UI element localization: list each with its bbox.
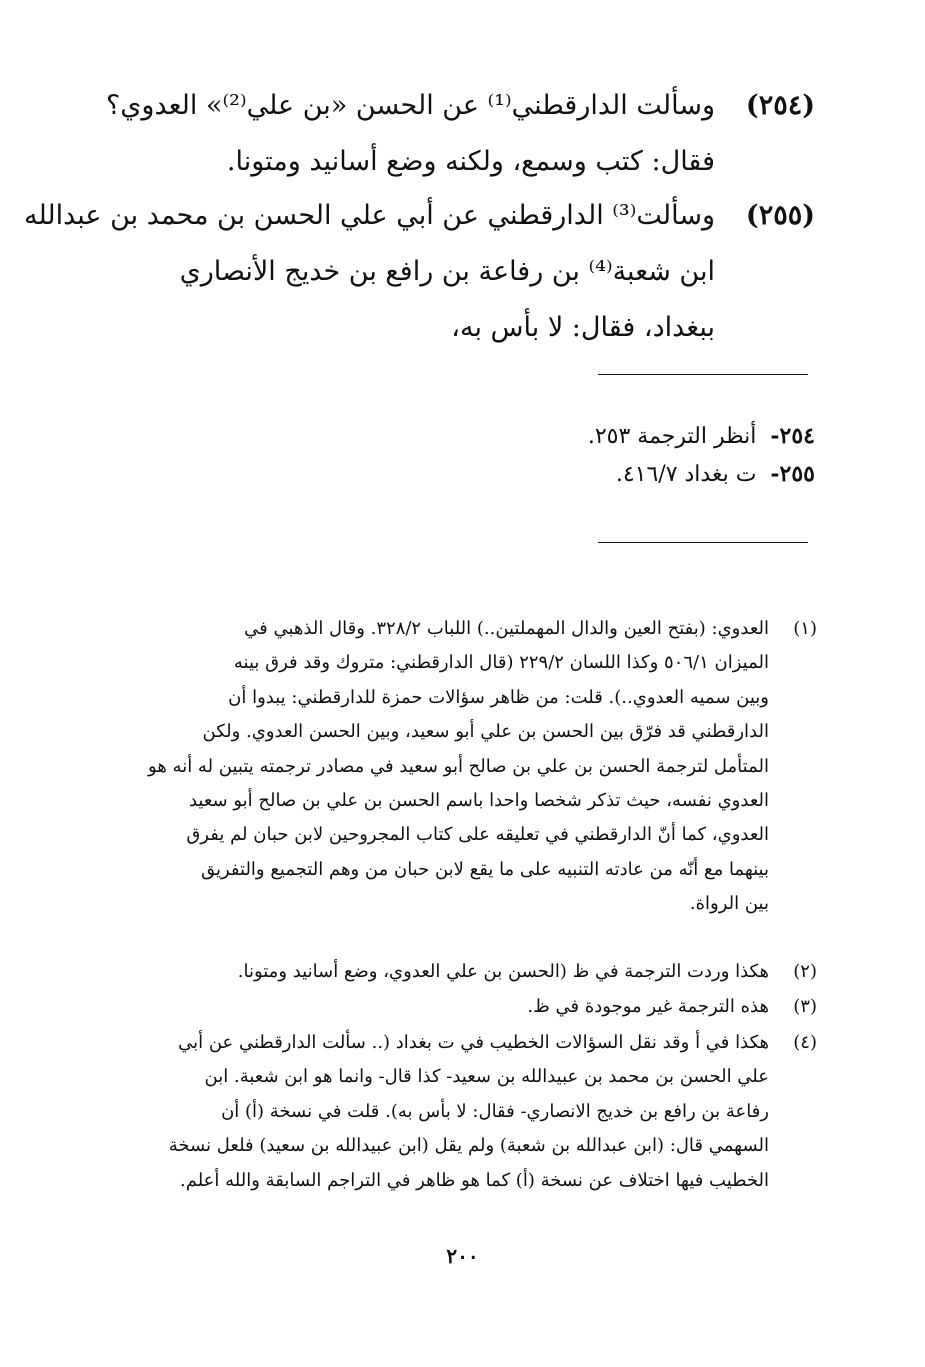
footnote-line: هكذا في أ وقد نقل السؤالات الخطيب في ت بغداد (.. سألت الدارقطني عن أبي: [178, 1032, 769, 1053]
footnote-4: [117, 1026, 817, 1198]
footnote-text: [117, 990, 769, 1024]
footnote-line: بين الرواة.: [689, 893, 769, 915]
footnote-line: المتأمل لترجمة الحسن بن علي بن صالح أبو سعيد في مصادر ترجمته يتبين له أنه هو: [148, 755, 769, 777]
entry-text: [23, 188, 715, 356]
footnote-line: رفاعة بن رافع بن خديج الانصاري- فقال: لا بأس به). قلت في نسخة (أ) أن: [221, 1100, 769, 1122]
footnote-line: العدوي: (بفتح العين والدال المهملتين..) اللباب ٣٢٨/٢. وقال الذهبي في: [244, 618, 769, 639]
short-note-number: ٢٥٤-: [770, 423, 815, 449]
footnote-line: هكذا وردت الترجمة في ظ (الحسن بن علي العدوي، وضع أسانيد ومتونا.: [237, 961, 769, 982]
footnote-line: السهمي قال: (ابن عبدالله بن شعبة) ولم يقل (ابن عبيدالله بن سعيد) فلعل نسخة: [168, 1135, 769, 1157]
short-note-254: [588, 417, 815, 456]
entry-number: (٢٥٤): [745, 90, 815, 121]
footnote-line: هذه الترجمة غير موجودة في ظ.: [527, 996, 769, 1017]
footnote-number: (٣): [793, 996, 817, 1017]
footnote-number: (٤): [793, 1032, 817, 1053]
entry-line: ابن شعبة⁽⁴⁾ بن رفاعة بن رافع بن خديج الأنصاري: [179, 256, 715, 287]
entry-line: فقال: كتب وسمع، ولكنه وضع أسانيد ومتونا.: [226, 146, 715, 177]
footnote-line: بينهما مع أنّه من عادته التنبيه على ما يقع لابن حبان من وهم التجميع والتفريق: [200, 858, 769, 880]
footnote-number: (٢): [793, 961, 817, 982]
entry-line: ببغداد، فقال: لا بأس به،: [451, 312, 715, 343]
footnote-text: [117, 1026, 769, 1198]
footnote-line: وبين سميه العدوي..). قلت: من ظاهر سؤالات حمزة للدارقطني: يبدوا أن: [228, 686, 769, 708]
footnote-line: الميزان ٥٠٦/١ وكذا اللسان ٢٢٩/٢ (قال الدارقطني: متروك وقد فرق بينه: [233, 652, 769, 674]
separator-rule: [598, 542, 808, 543]
entry-line: وسألت⁽³⁾ الدارقطني عن أبي علي الحسن بن محمد بن عبدالله: [23, 200, 715, 231]
footnote-3: [117, 990, 817, 1024]
footnote-line: الخطيب فيها اختلاف عن نسخة (أ) كما هو ظاهر في التراجم السابقة والله أعلم.: [180, 1169, 769, 1191]
entry-text: [100, 78, 715, 190]
short-note-number: ٢٥٥-: [770, 461, 815, 487]
footnote-2: [117, 955, 817, 989]
entry-255: [23, 188, 815, 356]
footnote-1: [117, 612, 817, 922]
entry-254: [100, 78, 815, 190]
short-note-255: [616, 455, 815, 494]
footnote-line: علي الحسن بن محمد بن عبيدالله بن سعيد- كذا قال- وانما هو ابن شعبة. ابن: [204, 1066, 769, 1088]
page-number: ٢٠٠: [446, 1244, 479, 1268]
short-note-text: ت بغداد ٤١٦/٧.: [615, 462, 757, 487]
short-note-text: أنظر الترجمة ٢٥٣.: [587, 424, 757, 449]
footnote-line: العدوي نفسه، حيث تذكر شخصا واحدا باسم الحسن بن علي بن صالح أبو سعيد: [188, 790, 769, 812]
footnote-text: [117, 612, 769, 922]
footnote-number: (١): [793, 618, 817, 639]
footnote-text: [117, 955, 769, 989]
separator-rule: [598, 374, 808, 375]
footnote-line: الدارقطني قد فرّق بين الحسن بن علي أبو سعيد، وبين الحسن العدوي. ولكن: [202, 721, 769, 743]
entry-number: (٢٥٥): [745, 200, 815, 231]
footnote-line: العدوي، كما أنّ الدارقطني في تعليقه على كتاب المجروحين لابن حبان لم يفرق: [186, 824, 769, 846]
entry-line: وسألت الدارقطني⁽¹⁾ عن الحسن «بن علي⁽²⁾» العدوي؟: [105, 90, 715, 121]
